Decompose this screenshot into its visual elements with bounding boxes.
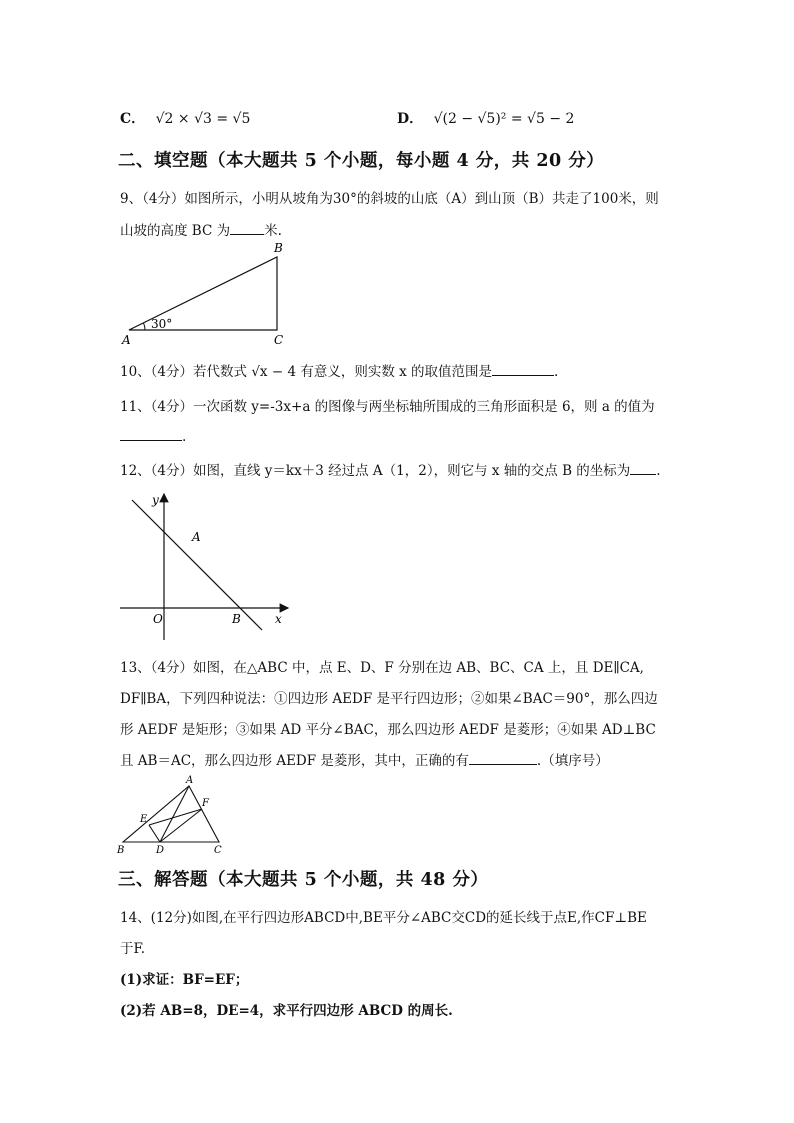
q13-text-line2: DF∥BA，下列四种说法：①四边形 AEDF 是平行四边形；②如果∠BAC＝90°，那么四边: [120, 691, 658, 707]
q9-text-line2: [120, 219, 282, 239]
q11-text-line2: [120, 426, 186, 445]
q13-answer-blank[interactable]: [469, 750, 537, 765]
q9-slope-figure: [112, 238, 302, 348]
q14-text-line2: 于F.: [120, 941, 146, 957]
q9-label-a: A: [122, 333, 131, 347]
option-c: [120, 108, 250, 128]
q13-segment-df: [160, 809, 202, 842]
q12-text-main: 12、（4分）如图，直线 y＝kx＋3 经过点 A（1，2），则它与 x 轴的交点 B 的坐标为: [120, 463, 631, 479]
q13-text-prefix: 且 AB＝AC，那么四边形 AEDF 是菱形，其中，正确的有: [120, 753, 469, 769]
q13-label-b: B: [117, 845, 125, 856]
q9-label-b: B: [274, 241, 283, 255]
q10-text-end: .: [554, 364, 559, 380]
q13-text-line4: [120, 749, 609, 769]
q12-label-a: A: [192, 530, 201, 544]
section-title-solve: 三、解答题（本大题共 5 个小题，共 48 分）: [118, 870, 489, 890]
q12-label-x: x: [275, 612, 282, 626]
option-c-expression: √2 × √3 = √5: [155, 111, 251, 127]
q13-segment-de: [149, 825, 160, 842]
option-d-label: D．: [397, 111, 424, 127]
q13-label-e: E: [140, 814, 148, 825]
option-d-expression: √(2 − √5)² = √5 − 2: [433, 111, 575, 127]
q12-label-y: y: [152, 493, 159, 507]
q13-label-a: A: [186, 775, 194, 786]
q10-text-middle: 有意义，则实数 x 的取值范围是: [300, 364, 493, 380]
q10-answer-blank[interactable]: [492, 361, 554, 376]
q9-answer-blank[interactable]: [230, 220, 264, 235]
q13-label-c: C: [214, 845, 222, 856]
q12-label-b: B: [232, 612, 241, 626]
q13-label-f: F: [202, 798, 209, 809]
q9-angle-arc: [144, 323, 146, 330]
q9-text-line1: 9、（4分）如图所示，小明从坡角为30°的斜坡的山底（A）到山顶（B）共走了100米，则: [120, 191, 659, 207]
q14-part2: (2)若 AB=8，DE=4，求平行四边形 ABCD 的周长.: [120, 1003, 453, 1019]
q9-angle-label: 30°: [151, 317, 173, 331]
q12-text: [120, 459, 661, 479]
q13-text-line3: 形 AEDF 是矩形；③如果 AD 平分∠BAC，那么四边形 AEDF 是菱形；④如果 AD⊥BC: [120, 722, 656, 738]
q12-line: [132, 500, 262, 630]
q12-answer-blank[interactable]: [630, 460, 656, 475]
q11-text-end: .: [182, 429, 187, 445]
q13-text-suffix: .（填序号）: [536, 753, 609, 769]
q12-line-graph: [112, 488, 297, 648]
q11-answer-blank[interactable]: [120, 426, 182, 441]
q10-text: [120, 360, 558, 380]
q9-label-c: C: [274, 333, 284, 347]
q10-text-prefix: 10、（4分）若代数式: [120, 364, 248, 380]
q9-text-prefix: 山坡的高度 BC 为: [120, 223, 231, 239]
q13-text-line1: 13、（4分）如图，在△ABC 中，点 E、D、F 分别在边 AB、BC、CA 上，且 DE∥CA,: [120, 660, 644, 676]
q9-text-suffix: 米.: [264, 223, 282, 239]
q11-text-line1: 11、（4分）一次函数 y=-3x+a 的图像与两坐标轴所围成的三角形面积是 6，则 a 的值为: [120, 399, 655, 415]
option-d: [397, 108, 574, 128]
section-title-fill-blank: 二、填空题（本大题共 5 个小题，每小题 4 分，共 20 分）: [118, 151, 605, 171]
q13-label-d: D: [156, 845, 165, 856]
q13-triangle-figure: [112, 772, 232, 858]
q10-expression: √x − 4: [251, 364, 297, 380]
q12-label-o: O: [153, 612, 163, 626]
q14-part1: (1)求证：BF=EF；: [120, 972, 249, 988]
q14-text-line1: 14、(12分)如图,在平行四边形ABCD中,BE平分∠ABC交CD的延长线于点E,作CF⊥BE: [120, 910, 647, 926]
option-c-label: C．: [120, 111, 146, 127]
q12-text-end: .: [656, 463, 661, 479]
